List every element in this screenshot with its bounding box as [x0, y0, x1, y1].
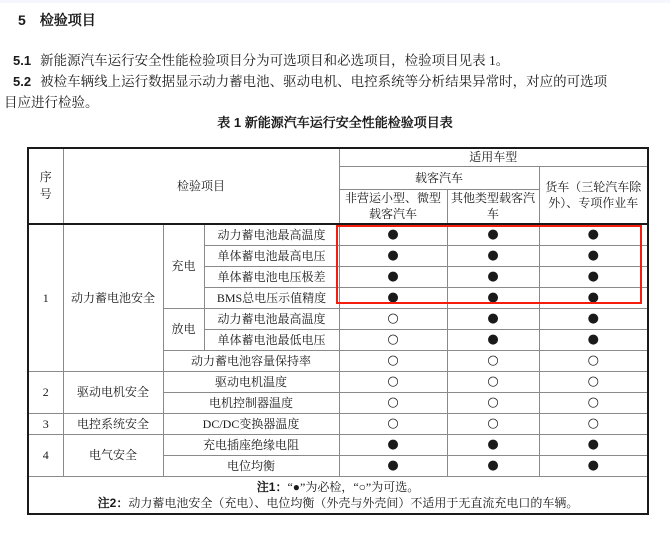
- note-2-label: 注2：: [97, 495, 129, 510]
- mark-cell: ○: [339, 413, 447, 434]
- mark-cell: ●: [447, 224, 539, 245]
- category-cell: 动力蓄电池安全: [63, 224, 163, 371]
- table-row: [28, 371, 648, 392]
- mark-cell: ●: [539, 329, 648, 350]
- header-other-passenger: 其他类型载客汽车: [447, 189, 539, 224]
- mark-cell: ○: [447, 350, 539, 371]
- mark-cell: ●: [539, 245, 648, 266]
- mark-cell: ○: [539, 371, 648, 392]
- mark-cell: ●: [539, 287, 648, 308]
- note-2: [31, 495, 645, 511]
- section-heading: 5 检验项目: [18, 12, 96, 28]
- clause-5-2-text: 被检车辆线上运行数据显示动力蓄电池、驱动电机、电控系统等分析结果异常时，对应的可选项: [40, 74, 608, 89]
- item-cell: 动力蓄电池最高温度: [204, 308, 339, 329]
- item-cell: 动力蓄电池容量保持率: [163, 350, 339, 371]
- clause-5-2-continuation: 目应进行检验。: [4, 95, 99, 110]
- mark-cell: ●: [447, 329, 539, 350]
- mark-cell: ●: [447, 455, 539, 476]
- mark-cell: ●: [539, 308, 648, 329]
- table-caption: 表 1 新能源汽车运行安全性能检验项目表: [217, 115, 453, 130]
- mark-cell: ●: [339, 455, 447, 476]
- notes-cell: [28, 476, 648, 514]
- mark-cell: ○: [339, 329, 447, 350]
- mark-cell: ○: [339, 392, 447, 413]
- mark-cell: ●: [339, 245, 447, 266]
- mark-cell: ○: [339, 308, 447, 329]
- item-cell: 单体蓄电池电压极差: [204, 266, 339, 287]
- item-cell: 驱动电机温度: [163, 371, 339, 392]
- category-cell: 电气安全: [63, 434, 163, 476]
- item-cell: BMS总电压示值精度: [204, 287, 339, 308]
- mark-cell: ○: [447, 371, 539, 392]
- table-row: [28, 224, 648, 245]
- mark-cell: ●: [447, 266, 539, 287]
- mark-cell: ●: [339, 434, 447, 455]
- item-cell: 单体蓄电池最高电压: [204, 245, 339, 266]
- note-1-label: 注1：: [256, 479, 288, 494]
- clause-5-1-number: 5.1: [13, 53, 32, 68]
- mode-cell-charge: 充电: [163, 224, 204, 308]
- mark-cell: ○: [339, 350, 447, 371]
- mark-cell: ○: [539, 350, 648, 371]
- mark-cell: ●: [539, 455, 648, 476]
- seq-cell: 3: [28, 413, 63, 434]
- table-row: [28, 434, 648, 455]
- clause-5-2-number: 5.2: [13, 74, 32, 89]
- table-row: [28, 413, 648, 434]
- header-inspection-item: 检验项目: [63, 148, 339, 224]
- mark-cell: ○: [539, 392, 648, 413]
- note-2-text: 动力蓄电池安全（充电）、电位均衡（外壳与外壳间）不适用于无直流充电口的车辆。: [128, 495, 579, 510]
- table-notes-row: [28, 476, 648, 514]
- header-truck-special: 货车（三轮汽车除外）、专项作业车: [539, 166, 648, 224]
- header-passenger-vehicles: 载客汽车: [339, 166, 539, 189]
- mark-cell: ●: [447, 287, 539, 308]
- item-cell: 充电插座绝缘电阻: [163, 434, 339, 455]
- item-cell: 电机控制器温度: [163, 392, 339, 413]
- mode-cell-discharge: 放电: [163, 308, 204, 350]
- item-cell: 单体蓄电池最低电压: [204, 329, 339, 350]
- inspection-items-table: [27, 147, 649, 515]
- mark-cell: ○: [539, 413, 648, 434]
- item-cell: 电位均衡: [163, 455, 339, 476]
- mark-cell: ○: [447, 413, 539, 434]
- table-body: [28, 224, 648, 514]
- category-cell: 电控系统安全: [63, 413, 163, 434]
- mark-cell: ●: [539, 266, 648, 287]
- mark-cell: ●: [447, 245, 539, 266]
- page-top-edge: [0, 0, 670, 3]
- mark-cell: ●: [539, 434, 648, 455]
- item-cell: DC/DC变换器温度: [163, 413, 339, 434]
- clause-5-1-text: 新能源汽车运行安全性能检验项目分为可选项目和必选项目，检验项目见表 1。: [40, 53, 510, 68]
- header-non-commercial-small: 非营运小型、微型载客汽车: [339, 189, 447, 224]
- clause-5-1: [13, 51, 509, 70]
- note-1: [31, 479, 645, 495]
- item-cell: 动力蓄电池最高温度: [204, 224, 339, 245]
- mark-cell: ○: [339, 371, 447, 392]
- seq-cell: 4: [28, 434, 63, 476]
- mark-cell: ●: [339, 266, 447, 287]
- mark-cell: ●: [339, 224, 447, 245]
- mark-cell: ●: [539, 224, 648, 245]
- category-cell: 驱动电机安全: [63, 371, 163, 413]
- note-1-text: “●”为必检，“○”为可选。: [287, 479, 420, 494]
- seq-cell: 1: [28, 224, 63, 371]
- mark-cell: ●: [447, 308, 539, 329]
- mark-cell: ●: [447, 434, 539, 455]
- seq-cell: 2: [28, 371, 63, 413]
- header-applicable-models: 适用车型: [339, 148, 648, 166]
- table-header: [28, 148, 648, 224]
- header-seq: 序号: [28, 148, 63, 224]
- mark-cell: ●: [339, 287, 447, 308]
- clause-5-2: [13, 72, 607, 91]
- mark-cell: ○: [447, 392, 539, 413]
